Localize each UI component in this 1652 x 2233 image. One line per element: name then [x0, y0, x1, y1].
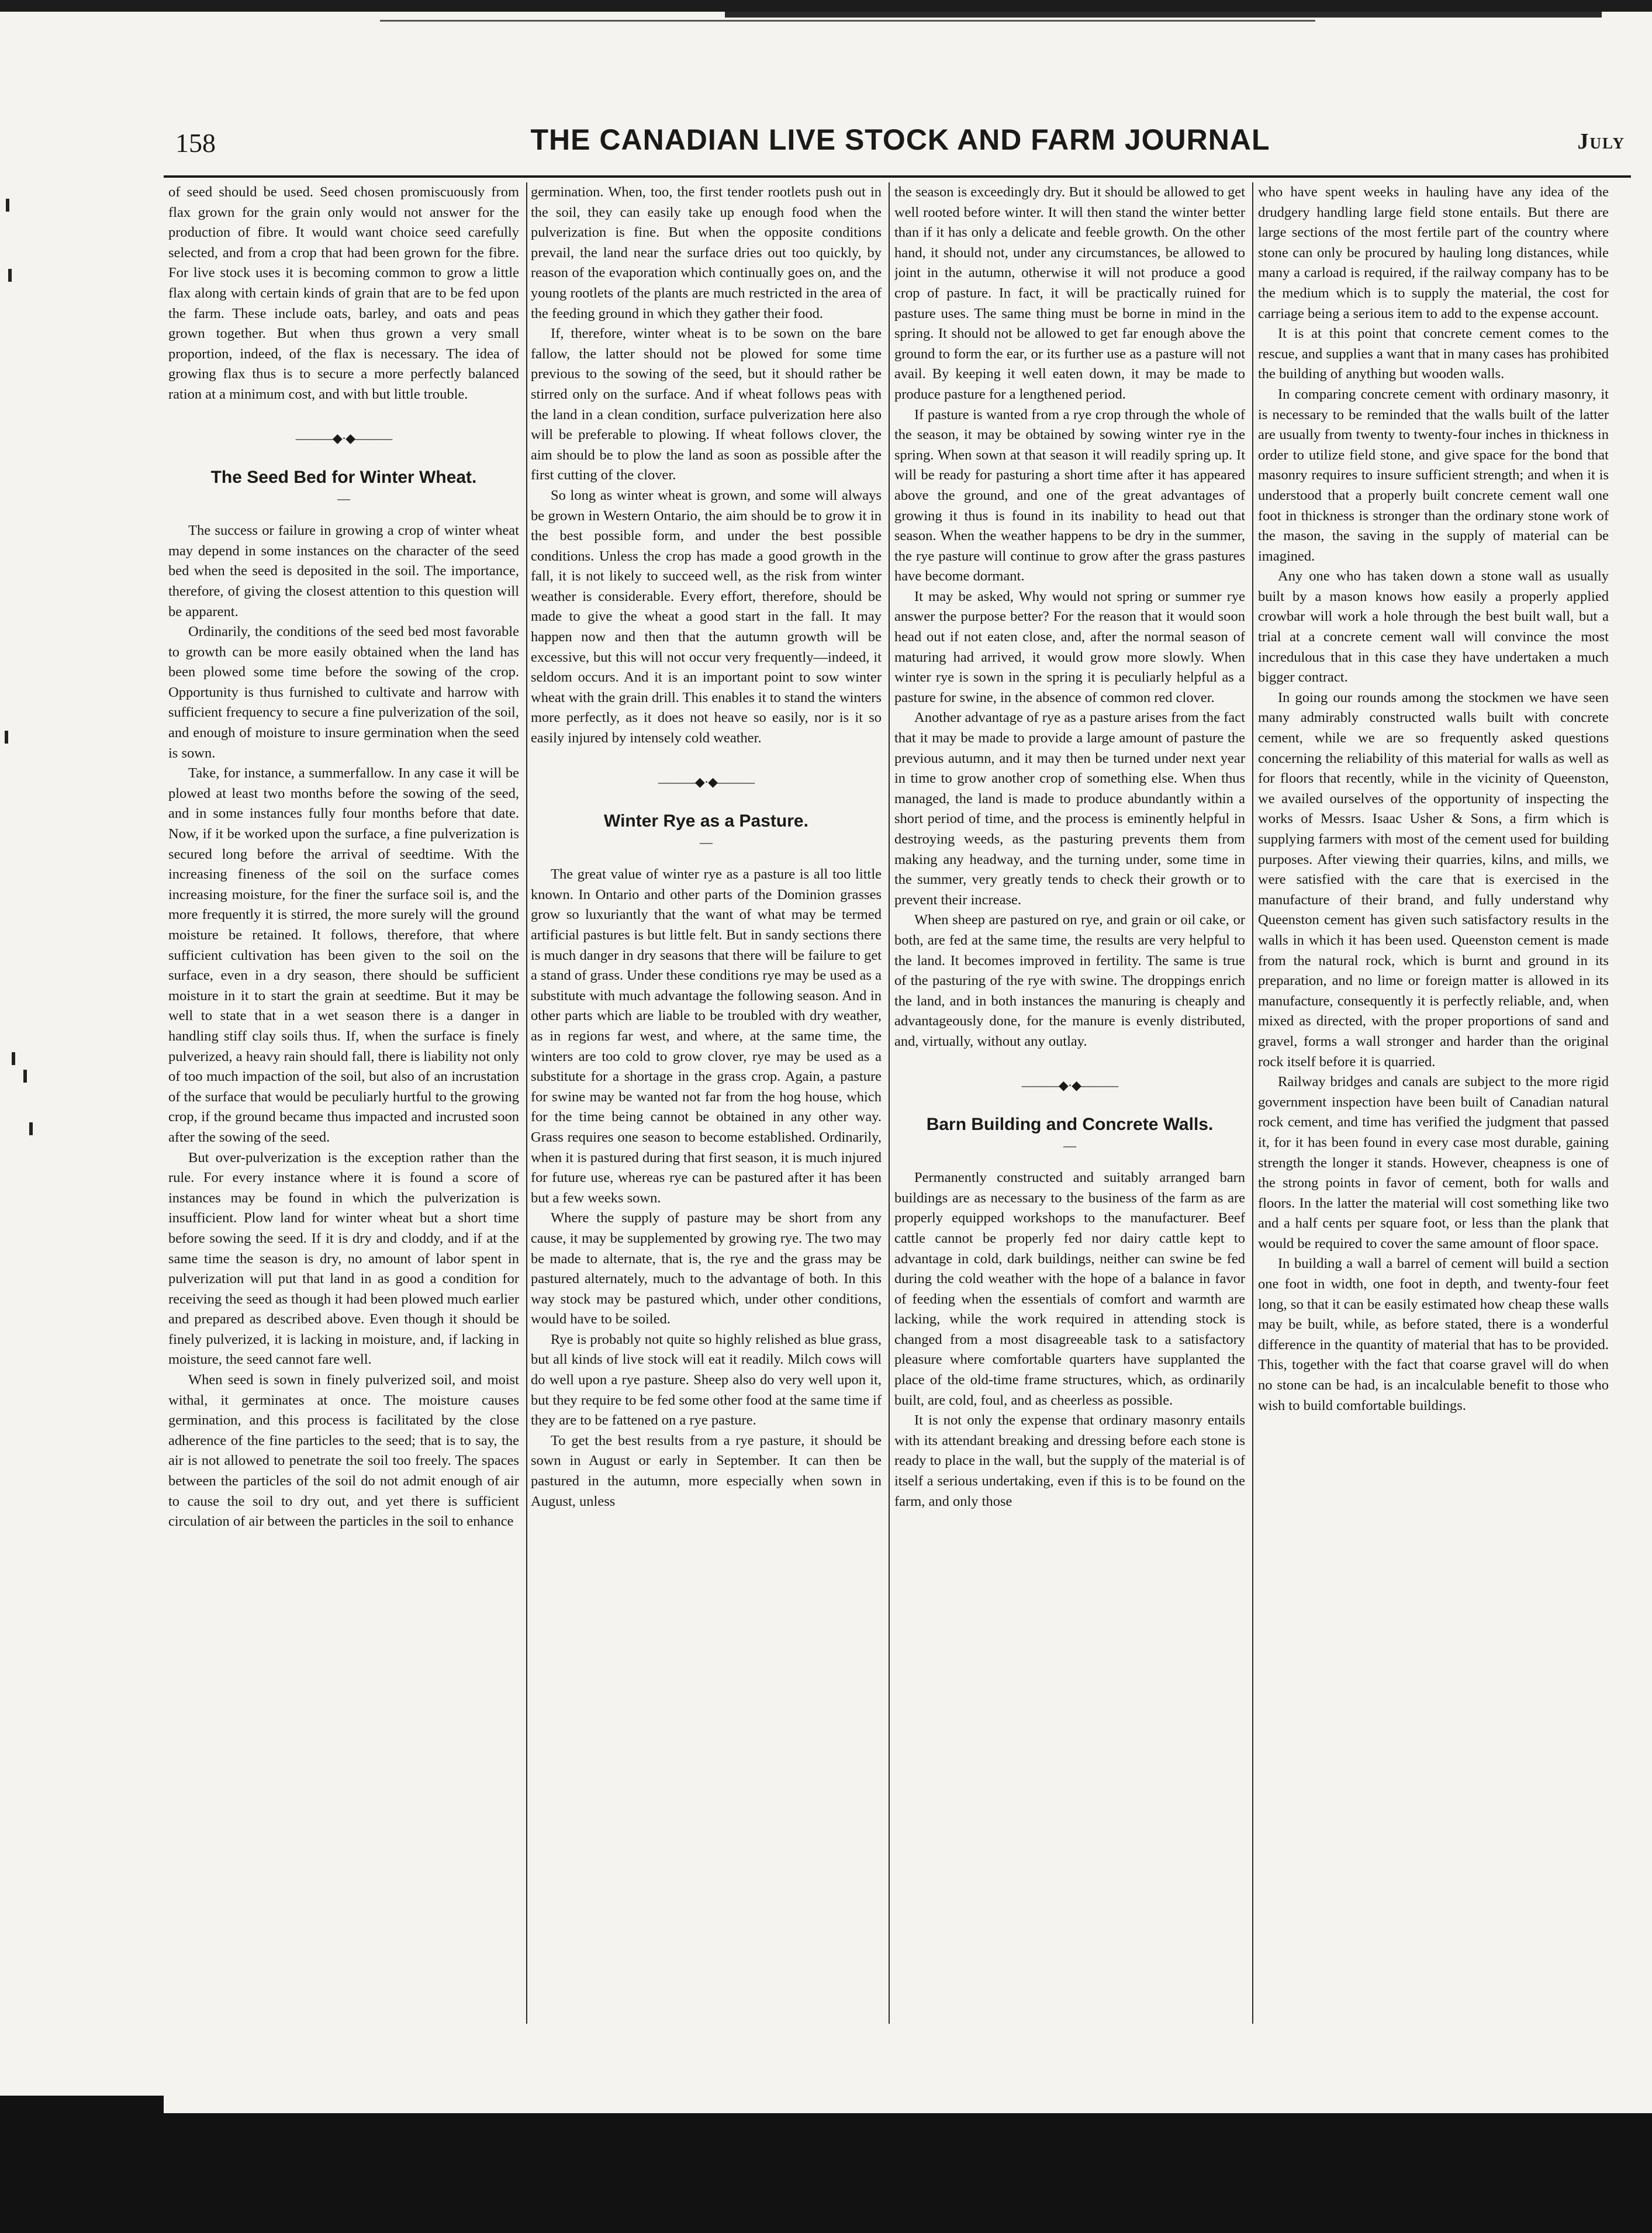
article-heading: Barn Building and Concrete Walls. [926, 1115, 1214, 1135]
issue-month: July [1577, 129, 1625, 154]
page-header [175, 123, 1625, 170]
top-scan-border-shadow [725, 12, 1602, 18]
article-paragraph: The great value of winter rye as a pasture is all too little known. In Ontario and other parts of the Dominion grasses grow so luxuriantly that the want of what may be termed artificial pastures is but little felt. But in sandy sections there is much danger in dry seasons that there will be failure to get a stand of grass. Under these conditions rye may be used as a substitute with much advantage the following season. And in other parts which are liable to be troubled with dry weather, as in regions far west, and where, at the same time, the winters are too cold to grow clover, rye may be used as a substitute for a shortage in the grass crop. Again, a pasture for swine may be wanted not far from the hog house, which for the time being cannot be obtained in any other way. Grass requires one season to become established. Ordinarily, when it is pastured during that first season, it is much injured for future use, whereas rye can be pastured after it has been but a few weeks sown. [531, 866, 882, 1206]
article-paragraph: Ordinarily, the conditions of the seed bed most favorable to growth can be more easily obtained when the land has been plowed some time before the sowing of the crop. Opportunity is thus furnished to cultivate and harrow with sufficient frequency to secure a fine pulverization of the soil, and enough of moisture to insure germination when the seed is sown. [168, 624, 519, 761]
section-ornament [531, 772, 882, 793]
header-rule [164, 175, 1631, 178]
article-paragraph: In comparing concrete cement with ordinary masonry, it is necessary to be reminded that the walls built of the latter are usually from twenty to twenty-four inches in thickness in order to utilize field stone, and give space for the bond that masonry requires to insure sufficient strength; and when it is understood that a properly built concrete cement wall one foot in thickness is stronger than the ordinary stone work of the mason, the saving in the supply of material can be imagined. [1258, 386, 1609, 564]
top-scan-border [0, 0, 1652, 12]
article-paragraph: So long as winter wheat is grown, and some will always be grown in Western Ontario, the aim should be to grow it in the best possible form, and under the best possible conditions. Unless the crop has made a good growth in the fall, it is not likely to succeed well, as the risk from winter weather is considerable. Every effort, therefore, should be made to give the wheat a good start in the fall. It may happen now and then that the autumn growth will be excessive, but this will not occur very frequently—indeed, it seldom occurs. And it is an important point to sow winter wheat with the grain drill. This enables it to stand the winters more perfectly, as it does not heave so easily, nor is it so easily injured by intensely cold weather. [531, 487, 882, 746]
column-divider [889, 182, 890, 2024]
article-paragraph: When seed is sown in finely pulverized soil, and moist withal, it germinates at once. The moisture causes germination, and this process is facilitated by the close adherence of the fine particles to the seed; that is to say, the air is not allowed to penetrate the soil too freely. The spaces between the particles of the soil do not admit enough of air to cause the soil to dry out, and yet there is sufficient circulation of air between the particles in the soil to enhance [168, 1372, 519, 1530]
article-paragraph: the season is exceedingly dry. But it should be allowed to get well rooted before winter. It will then stand the winter better than if it has only a delicate and feeble growth. On the other hand, it should not, under any circumstances, be allowed to joint in the autumn, otherwise it will not produce a good crop of pasture. In fact, it will be practically ruined for pasture uses. The same thing must be borne in mind in the spring. It should not be allowed to get far enough above the ground to form the ear, or its further use as a pasture will not avail. By keeping it well eaten down, it may be made to produce pasture for a lengthened period. [894, 184, 1245, 402]
article-paragraph: It may be asked, Why would not spring or summer rye answer the purpose better? For the reason that it would soon head out if not eaten close, and, after the normal season of maturing had arrived, it would grow more slowly. When winter rye is sown in the spring it is peculiarly helpful as a pasture for swine, in the absence of common red clover. [894, 588, 1245, 706]
article-column-3 [894, 182, 1245, 2024]
article-paragraph: In going our rounds among the stockmen we have seen many admirably constructed walls built with concrete cement, while we are so frequently asked questions concerning the reliability of this material for walls as well as for floors that recently, while in the vicinity of Queenston, we availed ourselves of the opportunity of inspecting the works of Messrs. Isaac Usher & Sons, a firm which is supplying farmers with most of the cement used for building purposes. After viewing their quarries, kilns, and mills, we were satisfied with the care that is exercised in the manufacture of their brand, and fully understand why Queenston cement has given such satisfactory results in the walls in which it has been used. Queenston cement is made from the natural rock, which is burnt and ground in its preparation, and no lime or foreign matter is allowed in its manufacture, consequently it is perfectly reliable, and, when mixed as directed, with the proper proportions of sand and gravel, forms a wall stronger and harder than the original rock itself before it is quarried. [1258, 689, 1609, 1070]
article-paragraph: of seed should be used. Seed chosen promiscuously from flax grown for the grain only would not answer for the production of fibre. It would want choice seed carefully selected, and from a crop that had been grown for the fibre. For live stock uses it is becoming common to grow a little flax along with certain kinds of grain that are to be fed upon the farm. These include oats, barley, and oats and peas grown together. But when thus grown a very small proportion, indeed, of the flax is necessary. The idea of growing flax thus is to secure a more perfectly balanced ration at a minimum cost, and with but little trouble. [168, 184, 519, 402]
top-edge-line [380, 20, 1315, 22]
article-paragraph: It is not only the expense that ordinary masonry entails with its attendant breaking and dressing before each stone is ready to place in the wall, but the supply of the material is of itself a serious undertaking, even if this is to be found on the farm, and only those [894, 1412, 1245, 1509]
heading-dash [531, 834, 882, 851]
article-heading: Winter Rye as a Pasture. [604, 811, 808, 831]
page-number: 158 [175, 128, 216, 158]
article-paragraph: When sheep are pastured on rye, and grain or oil cake, or both, are fed at the same time, the results are very helpful to the land. It becomes improved in fertility. The same is true of the pasturing of the rye with swine. The droppings enrich the land, and in both instances the manuring is cheaply and advantageously done, for the manure is evenly distributed, and, virtually, without any outlay. [894, 912, 1245, 1049]
heading-dash [168, 490, 519, 507]
article-paragraph: If, therefore, winter wheat is to be sown on the bare fallow, the latter should not be plowed for some time previous to the sowing of the seed, but it should rather be stirred only on the surface. And if wheat follows peas with the land in a clean condition, surface pulverization here also will be preferable to plowing. If wheat follows clover, the aim should be to plow the land as soon as possible after the first cutting of the clover. [531, 326, 882, 483]
article-paragraph: To get the best results from a rye pasture, it should be sown in August or early in September. It can then be pastured in the autumn, more especially when sown in August, unless [531, 1432, 882, 1509]
article-paragraph: The success or failure in growing a crop of winter wheat may depend in some instances on the character of the seed bed when the seed is deposited in the soil. The importance, therefore, of giving the closest attention to this question will be apparent. [168, 523, 519, 620]
section-ornament [168, 428, 519, 449]
article-paragraph: Any one who has taken down a stone wall as usually built by a mason knows how easily a properly applied crowbar will work a hole through the best built wall, but a trial at a concrete cement wall will convince the most incredulous that in this case they have undertaken a much bigger contract. [1258, 568, 1609, 686]
article-column-4 [1258, 182, 1609, 2024]
article-paragraph: germination. When, too, the first tender rootlets push out in the soil, they can easily take up enough food when the pulverization is fine. But when the opposite conditions prevail, the land near the surface dries out too quickly, by reason of the evaporation which continually goes on, and the young rootlets of the plants are much restricted in the area of the feeding ground in which they gather their food. [531, 184, 882, 322]
article-paragraph: If pasture is wanted from a rye crop through the whole of the season, it may be obtained by sowing winter rye in the spring. When sown at that season it will readily spring up. It will be ready for pasturing a short time after it has appeared above the ground, and one of the great advantages of growing it thus is found in its inability to head out that season. When the weather happens to be dry in the summer, the rye pasture will continue to grow after the grass pastures have become dormant. [894, 406, 1245, 585]
article-paragraph: In building a wall a barrel of cement will build a section one foot in width, one foot in depth, and twenty-four feet long, so that it can be easily estimated how cheap these walls may be built, while, as before stated, there is a wonderful difference in the quantity of material that has to be provided. This, together with the fact that coarse gravel will do when no stone can be had, is an incalculable benefit to those who wish to build comfortable buildings. [1258, 1256, 1609, 1413]
column-divider [526, 182, 527, 2024]
section-ornament [894, 1076, 1245, 1096]
column-divider [1252, 182, 1253, 2024]
article-paragraph: Where the supply of pasture may be short from any cause, it may be supplemented by growing rye. The two may be made to alternate, that is, the rye and the grass may be pastured alternately, much to the advantage of both. In this way stock may be pastured which, under other conditions, would have to be soiled. [531, 1210, 882, 1328]
article-paragraph: Another advantage of rye as a pasture arises from the fact that it may be made to provide a large amount of pasture the previous autumn, and it may then be turned under next year in time to grow another crop of something else. When thus managed, the land is made to produce abundantly within a short period of time, and the process is eminently helpful in destroying weeds, as the pasturing prevents them from making any headway, and the turning under, some time in the summer, very greatly tends to check their growth or to prevent their increase. [894, 710, 1245, 908]
article-paragraph: Railway bridges and canals are subject to the more rigid government inspection have been built of Canadian natural rock cement, and time has verified the judgment that passed it, for it has been found in every case most durable, gaining strength the longer it stands. However, cheapness is one of the strong points in favor of cement, both for walls and floors. In the latter the material will cost something like two and a half cents per square foot, or less than the plank that would be required to cover the same amount of floor space. [1258, 1074, 1609, 1252]
article-paragraph: Permanently constructed and suitably arranged barn buildings are as necessary to the business of the farm as are properly equipped workshops to the manufacturer. Beef cattle cannot be properly fed nor dairy cattle kept to advantage in cold, dark buildings, neither can swine be fed during the cold weather with the hope of a balance in favor of feeding when the essentials of comfort and warmth are lacking, while the work required in attending stock is changed from a most disagreeable task to a satisfactory pleasure where comfortable quarters have supplanted the place of the old-time frame structures, which, as ordinarily built, are cold, foul, and as cheerless as possible. [894, 1170, 1245, 1408]
margin-specks [0, 175, 35, 1228]
article-paragraph: Take, for instance, a summerfallow. In any case it will be plowed at least two months before the sowing of the seed, and in some instances fully four months before that date. Now, if it be worked upon the surface, a fine pulverization is secured long before the arrival of seedtime. With the increasing fineness of the soil on the surface comes increasing moisture, for the finer the surface soil is, and the more frequently it is stirred, the more surely will the ground moisture be retained. It follows, therefore, that where sufficient cultivation has been given to the soil on the surface, even in a dry season, there should be sufficient moisture in it to start the grain at seedtime. But it may be well to state that in a wet season there is a danger in handling stiff clay soils thus. If, when the surface is finely pulverized, a heavy rain should fall, there is liability not only of too much impaction of the soil, but also of an incrustation of the surface that would be peculiarly hurtful to the growing crop, if the ground became thus impacted and incrusted soon after the sowing of the seed. [168, 765, 519, 1145]
heading-dash [894, 1138, 1245, 1154]
article-paragraph: It is at this point that concrete cement comes to the rescue, and supplies a want that in many cases has prohibited the building of anything but wooden walls. [1258, 326, 1609, 382]
article-paragraph: who have spent weeks in hauling have any idea of the drudgery handling large field stone entails. But there are large sections of the most fertile part of the country where stone can only be procured by hauling long distances, while many a carload is required, if the railway company has to be the medium which is to supply the material, the cost for carriage being a serious item to add to the expense account. [1258, 184, 1609, 322]
bottom-scan-border [0, 2113, 1652, 2233]
article-column-1 [168, 182, 519, 2024]
article-paragraph: But over-pulverization is the exception rather than the rule. For every instance where it is found a score of instances may be found in which the pulverization is insufficient. Plow land for winter wheat but a short time before sowing the seed. If it is dry and cloddy, and if at the same time the season is dry, no amount of labor spent in pulverization will put that land in as good a condition for receiving the seed as though it had been plowed much earlier and prepared as described above. Even though it should be finely pulverized, it is lacking in moisture, and, if lacking in moisture, the seed cannot fare well. [168, 1149, 519, 1368]
journal-title: THE CANADIAN LIVE STOCK AND FARM JOURNAL [530, 123, 1270, 156]
article-paragraph: Rye is probably not quite so highly relished as blue grass, but all kinds of live stock will eat it readily. Milch cows will do well upon a rye pasture. Sheep also do very well upon it, but they require to be fed some other food at the same time if they are to be fattened on a rye pasture. [531, 1331, 882, 1429]
article-column-2 [531, 182, 882, 2024]
article-heading: The Seed Bed for Winter Wheat. [210, 468, 477, 488]
